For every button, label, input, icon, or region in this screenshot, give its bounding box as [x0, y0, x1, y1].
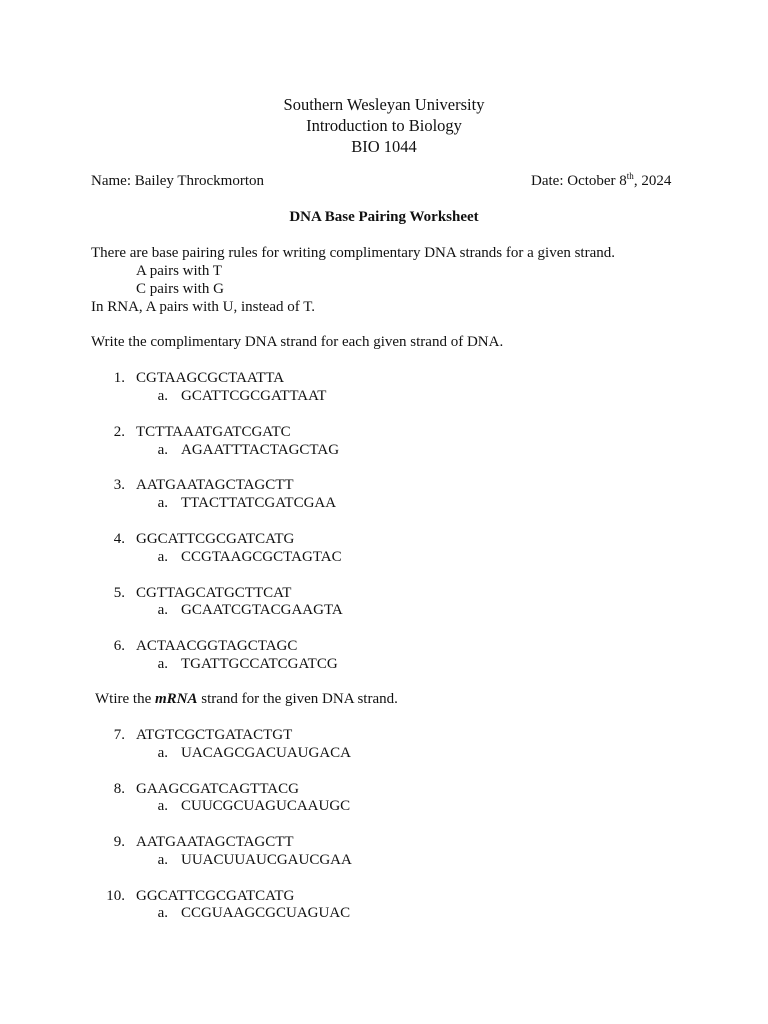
question-sequence: CGTAAGCGCTAATTA	[136, 370, 285, 386]
rule-at: A pairs with T	[136, 263, 222, 279]
question-sequence: TCTTAAATGATCGATC	[136, 424, 291, 440]
question-sequence: ATGTCGCTGATACTGT	[136, 727, 293, 743]
question-number: 7.	[113, 727, 125, 743]
mrna-instruction	[95, 690, 398, 708]
question-sequence: AATGAATAGCTAGCTT	[136, 477, 294, 493]
mrna-instruction-after: strand for the given DNA strand.	[197, 691, 398, 707]
answer-sequence: AGAATTTACTAGCTAG	[181, 442, 340, 458]
question-sequence: ACTAACGGTAGCTAGC	[136, 638, 298, 654]
answer-letter: a.	[157, 852, 168, 868]
question-sequence: AATGAATAGCTAGCTT	[136, 834, 294, 850]
document-header	[0, 94, 768, 157]
intro-text: There are base pairing rules for writing complimentary DNA strands for a given strand.	[91, 245, 616, 261]
mrna-emphasis: mRNA	[154, 691, 198, 707]
answer-sequence: CUUCGCUAGUCAAUGC	[181, 798, 351, 814]
university-name: Southern Wesleyan University	[283, 95, 485, 114]
question-sequence: GGCATTCGCGATCATG	[136, 531, 295, 547]
question-number: 5.	[113, 585, 125, 601]
question-number: 9.	[113, 834, 125, 850]
worksheet-title: DNA Base Pairing Worksheet	[289, 209, 479, 225]
date-superscript: th	[626, 171, 634, 181]
question-number: 6.	[113, 638, 125, 654]
student-name: Name: Bailey Throckmorton	[91, 173, 265, 189]
answer-sequence: GCATTCGCGATTAAT	[181, 388, 327, 404]
question-number: 2.	[113, 424, 125, 440]
answer-sequence: TGATTGCCATCGATCG	[181, 656, 338, 672]
answer-letter: a.	[157, 656, 168, 672]
date-prefix: Date: October 8	[531, 173, 627, 189]
question-number: 1.	[113, 370, 125, 386]
answer-sequence: TTACTTATCGATCGAA	[181, 495, 337, 511]
answer-sequence: GCAATCGTACGAAGTA	[181, 602, 343, 618]
date-line	[531, 173, 671, 190]
course-name: Introduction to Biology	[306, 116, 462, 135]
question-sequence: GAAGCGATCAGTTACG	[136, 781, 299, 797]
rna-note: In RNA, A pairs with U, instead of T.	[91, 299, 316, 315]
answer-letter: a.	[157, 798, 168, 814]
answer-letter: a.	[157, 442, 168, 458]
question-number: 10.	[106, 888, 125, 904]
question-number: 4.	[113, 531, 125, 547]
mrna-instruction-before: Wtire the	[95, 691, 155, 707]
course-code: BIO 1044	[351, 137, 417, 156]
answer-sequence: UACAGCGACUAUGACA	[181, 745, 352, 761]
dna-instruction: Write the complimentary DNA strand for each given strand of DNA.	[91, 334, 504, 350]
answer-letter: a.	[157, 388, 168, 404]
question-sequence: GGCATTCGCGATCATG	[136, 888, 295, 904]
intro-block	[91, 244, 615, 316]
answer-letter: a.	[157, 745, 168, 761]
answer-sequence: CCGUAAGCGCUAGUAC	[181, 905, 351, 921]
rule-cg: C pairs with G	[136, 281, 224, 297]
answer-letter: a.	[157, 549, 168, 565]
answer-sequence: UUACUUAUCGAUCGAA	[181, 852, 352, 868]
question-number: 8.	[113, 781, 125, 797]
answer-letter: a.	[157, 602, 168, 618]
answer-letter: a.	[157, 905, 168, 921]
answer-sequence: CCGTAAGCGCTAGTAC	[181, 549, 342, 565]
answer-letter: a.	[157, 495, 168, 511]
question-sequence: CGTTAGCATGCTTCAT	[136, 585, 292, 601]
date-suffix: , 2024	[633, 173, 672, 189]
question-number: 3.	[113, 477, 125, 493]
